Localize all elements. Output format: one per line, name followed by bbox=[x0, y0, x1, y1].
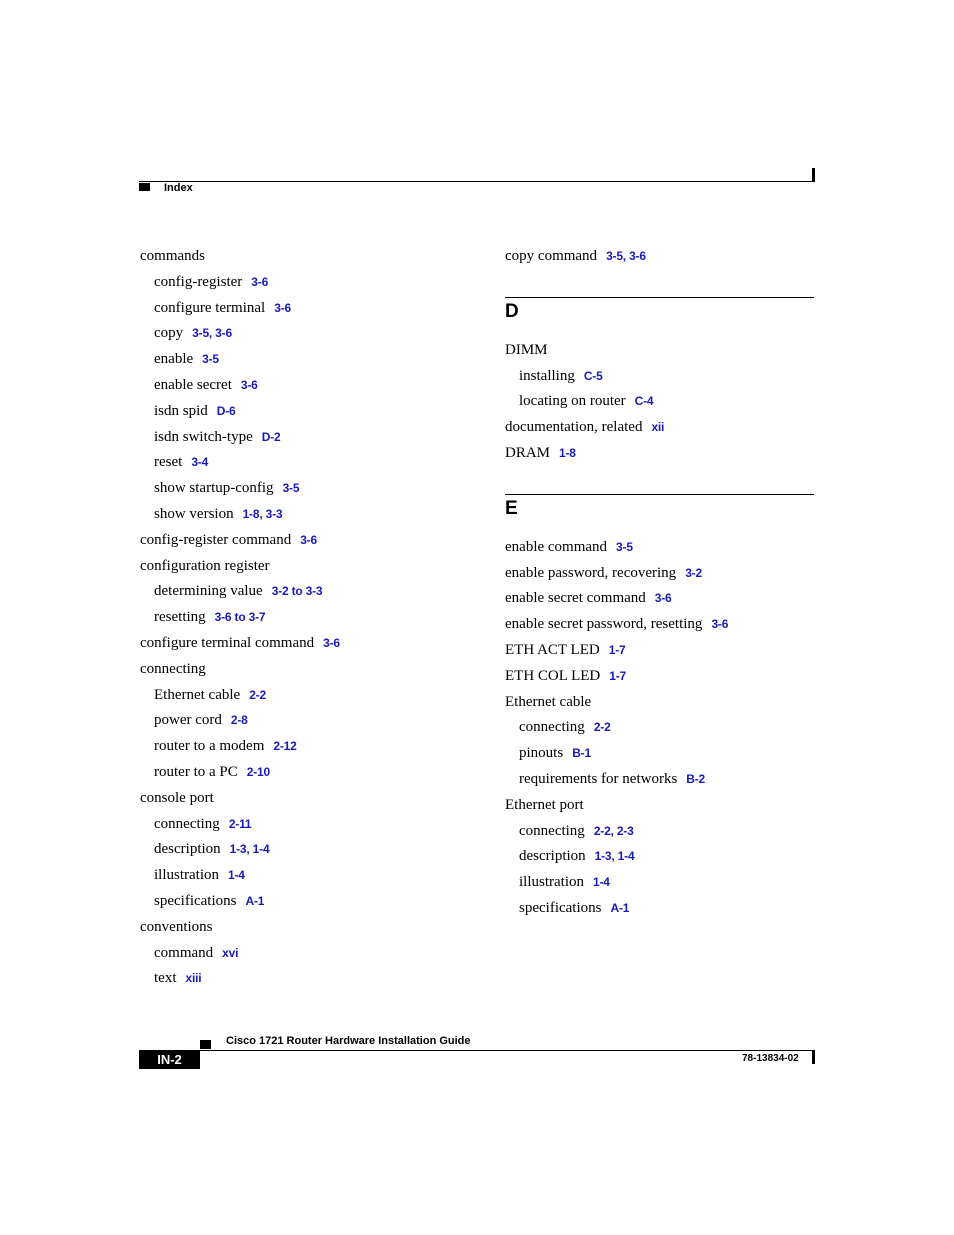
page-reference-link[interactable]: 2-8 bbox=[230, 713, 248, 728]
index-entry bbox=[140, 915, 470, 941]
index-term: router to a PC bbox=[154, 763, 238, 780]
index-entry bbox=[505, 415, 814, 441]
footer-tick bbox=[812, 1050, 815, 1064]
page-reference-link[interactable]: 3-5 bbox=[202, 352, 219, 367]
index-term: specifications bbox=[519, 899, 602, 916]
index-term: enable command bbox=[505, 538, 608, 555]
page-reference-link[interactable]: 2-11 bbox=[228, 816, 252, 831]
page-reference-link[interactable]: 3-6 to 3-7 bbox=[214, 610, 266, 625]
page-reference-link[interactable]: 2-2 bbox=[249, 687, 266, 702]
index-entry bbox=[505, 561, 814, 587]
index-subentry bbox=[140, 425, 470, 451]
index-term: illustration bbox=[519, 874, 584, 891]
index-subentry bbox=[140, 708, 470, 734]
page-reference-link[interactable]: 3-6 bbox=[323, 635, 340, 650]
page-reference-link[interactable]: 1-8, 3-3 bbox=[242, 506, 283, 521]
index-subentry bbox=[140, 683, 470, 709]
page-reference-link[interactable]: 1-4 bbox=[593, 875, 610, 890]
index-entry bbox=[505, 690, 814, 716]
index-entry bbox=[505, 664, 814, 690]
index-column-right bbox=[505, 244, 814, 922]
page-reference-link[interactable]: A-1 bbox=[610, 900, 630, 915]
index-term: DRAM bbox=[505, 444, 551, 461]
page-reference-link[interactable]: 3-2 bbox=[685, 565, 702, 580]
index-entry bbox=[140, 657, 470, 683]
index-subentry bbox=[140, 296, 470, 322]
page-reference-link[interactable]: D-2 bbox=[261, 429, 281, 444]
page-reference-link[interactable]: 1-4 bbox=[228, 868, 245, 883]
index-subentry bbox=[140, 734, 470, 760]
index-term: copy bbox=[154, 325, 184, 342]
index-entry bbox=[140, 631, 470, 657]
index-subentry bbox=[140, 476, 470, 502]
page-reference-link[interactable]: B-1 bbox=[572, 746, 591, 761]
page-reference-link[interactable]: xvi bbox=[222, 945, 239, 960]
index-subentry bbox=[140, 889, 470, 915]
index-entry bbox=[140, 554, 470, 580]
index-entry bbox=[505, 586, 814, 612]
index-term: enable bbox=[154, 351, 194, 368]
header-tick bbox=[812, 168, 815, 182]
index-term: Ethernet cable bbox=[154, 686, 241, 703]
index-term: commands bbox=[140, 248, 205, 264]
index-term: show startup-config bbox=[154, 480, 274, 497]
footer-rule bbox=[200, 1050, 814, 1051]
index-subentry bbox=[505, 767, 814, 793]
index-subentry bbox=[140, 373, 470, 399]
page-reference-link[interactable]: 3-6 bbox=[240, 377, 258, 392]
index-term: conventions bbox=[140, 918, 213, 935]
index-term: installing bbox=[519, 367, 575, 384]
index-subentry bbox=[140, 863, 470, 889]
index-subentry bbox=[140, 399, 470, 425]
index-entry bbox=[140, 528, 470, 554]
page-reference-link[interactable]: 3-5 bbox=[616, 539, 633, 554]
index-subentry bbox=[140, 347, 470, 373]
index-term: resetting bbox=[154, 609, 206, 626]
page-reference-link[interactable]: 3-5, 3-6 bbox=[606, 249, 646, 263]
index-section-e bbox=[505, 494, 814, 922]
footer-guide-title: Cisco 1721 Router Hardware Installation Guide bbox=[226, 1035, 471, 1047]
index-entry bbox=[505, 441, 814, 467]
page-reference-link[interactable]: xii bbox=[651, 420, 665, 435]
page-reference-link[interactable]: 3-2 to 3-3 bbox=[271, 584, 323, 599]
page-reference-link[interactable]: 2-12 bbox=[273, 739, 297, 754]
index-term: DIMM bbox=[505, 341, 548, 358]
index-term: connecting bbox=[519, 822, 585, 839]
page-reference-link[interactable]: 3-4 bbox=[191, 455, 209, 470]
index-term: connecting bbox=[140, 660, 206, 677]
index-term: console port bbox=[140, 789, 214, 806]
index-subentry bbox=[505, 715, 814, 741]
index-section-d bbox=[505, 297, 814, 467]
index-subentry bbox=[140, 502, 470, 528]
page-reference-link[interactable]: 1-3, 1-4 bbox=[594, 849, 635, 864]
page-reference-link[interactable]: xiii bbox=[185, 971, 202, 986]
header-section-label: Index bbox=[164, 182, 193, 194]
section-entries bbox=[505, 338, 814, 467]
page-reference-link[interactable]: 3-5, 3-6 bbox=[192, 326, 232, 341]
index-term: enable secret password, resetting bbox=[505, 616, 703, 633]
index-entry bbox=[140, 244, 470, 270]
index-entry bbox=[505, 793, 814, 819]
index-entry bbox=[505, 244, 814, 270]
page-reference-link[interactable]: 1-3, 1-4 bbox=[229, 842, 270, 857]
index-subentry bbox=[505, 389, 814, 415]
index-term: enable secret command bbox=[505, 590, 646, 607]
index-subentry bbox=[140, 966, 470, 992]
index-subentry bbox=[140, 812, 470, 838]
index-term: illustration bbox=[154, 867, 219, 884]
page-reference-link[interactable]: 3-6 bbox=[251, 274, 269, 289]
index-term: description bbox=[519, 848, 586, 865]
index-subentry bbox=[140, 450, 470, 476]
page-reference-link[interactable]: 1-7 bbox=[609, 668, 627, 683]
index-subentry bbox=[140, 270, 470, 296]
page-reference-link[interactable]: 1-7 bbox=[608, 642, 626, 657]
index-term: configuration register bbox=[140, 557, 270, 574]
page-reference-link[interactable]: 3-5 bbox=[282, 481, 300, 496]
section-entries bbox=[505, 535, 814, 922]
footer-doc-number: 78-13834-02 bbox=[742, 1053, 799, 1064]
index-term: description bbox=[154, 841, 221, 858]
page-reference-link[interactable]: B-2 bbox=[686, 771, 706, 786]
index-term: isdn switch-type bbox=[154, 428, 253, 445]
index-term: config-register command bbox=[140, 531, 292, 548]
index-term: config-register bbox=[154, 273, 243, 290]
index-subentry bbox=[505, 870, 814, 896]
page-reference-link[interactable]: C-4 bbox=[634, 394, 654, 409]
index-term: locating on router bbox=[519, 393, 626, 410]
index-lead-entries bbox=[505, 244, 814, 270]
index-subentry bbox=[140, 321, 470, 347]
index-entry bbox=[140, 786, 470, 812]
page-reference-link[interactable]: D-6 bbox=[216, 403, 236, 418]
index-subentry bbox=[140, 837, 470, 863]
page-reference-link[interactable]: 2-10 bbox=[246, 764, 270, 779]
index-term: reset bbox=[154, 454, 183, 471]
footer-square-marker bbox=[200, 1040, 211, 1049]
index-term: connecting bbox=[154, 815, 220, 832]
index-term: power cord bbox=[154, 712, 222, 729]
index-term: determining value bbox=[154, 583, 263, 600]
index-term: pinouts bbox=[519, 745, 564, 762]
page-reference-link[interactable]: A-1 bbox=[245, 893, 265, 908]
index-term: ETH COL LED bbox=[505, 667, 601, 684]
page-reference-link[interactable]: 2-2 bbox=[593, 720, 611, 735]
header-square-marker bbox=[139, 183, 150, 191]
section-letter: E bbox=[505, 497, 518, 519]
index-term: configure terminal bbox=[154, 299, 266, 316]
index-term: Ethernet port bbox=[505, 796, 584, 813]
index-entry bbox=[505, 535, 814, 561]
index-entry bbox=[505, 612, 814, 638]
index-subentry bbox=[505, 896, 814, 922]
index-term: ETH ACT LED bbox=[505, 641, 600, 658]
index-subentry bbox=[505, 364, 814, 390]
page-reference-link[interactable]: 2-2, 2-3 bbox=[593, 823, 634, 838]
index-term: text bbox=[154, 970, 177, 987]
index-subentry bbox=[505, 819, 814, 845]
section-letter: D bbox=[505, 300, 519, 322]
header-rule bbox=[139, 181, 814, 182]
page-reference-link[interactable]: 3-6 bbox=[300, 532, 317, 547]
index-term: Ethernet cable bbox=[505, 693, 592, 710]
index-term: enable password, recovering bbox=[505, 564, 677, 581]
index-term: specifications bbox=[154, 892, 237, 909]
index-term: isdn spid bbox=[154, 402, 208, 419]
page-reference-link[interactable]: 3-6 bbox=[654, 591, 672, 606]
index-term: requirements for networks bbox=[519, 770, 678, 787]
footer-page-number: IN-2 bbox=[139, 1050, 200, 1069]
page-reference-link[interactable]: C-5 bbox=[583, 368, 603, 383]
index-term: enable secret bbox=[154, 376, 232, 393]
index-entry bbox=[505, 338, 814, 364]
index-term: connecting bbox=[519, 719, 585, 736]
page-reference-link[interactable]: 3-6 bbox=[274, 300, 291, 315]
index-subentry bbox=[505, 741, 814, 767]
index-subentry bbox=[505, 844, 814, 870]
index-subentry bbox=[140, 760, 470, 786]
index-subentry bbox=[140, 941, 470, 967]
index-term: configure terminal command bbox=[140, 634, 315, 651]
index-entry bbox=[505, 638, 814, 664]
index-column-left bbox=[140, 244, 470, 992]
page-reference-link[interactable]: 1-8 bbox=[559, 445, 576, 460]
index-term: documentation, related bbox=[505, 419, 643, 436]
index-term: show version bbox=[154, 505, 234, 522]
index-term: router to a modem bbox=[154, 738, 265, 755]
index-term: command bbox=[154, 944, 214, 961]
page-reference-link[interactable]: 3-6 bbox=[711, 617, 729, 632]
index-subentry bbox=[140, 579, 470, 605]
index-term: copy command bbox=[505, 248, 598, 264]
index-subentry bbox=[140, 605, 470, 631]
